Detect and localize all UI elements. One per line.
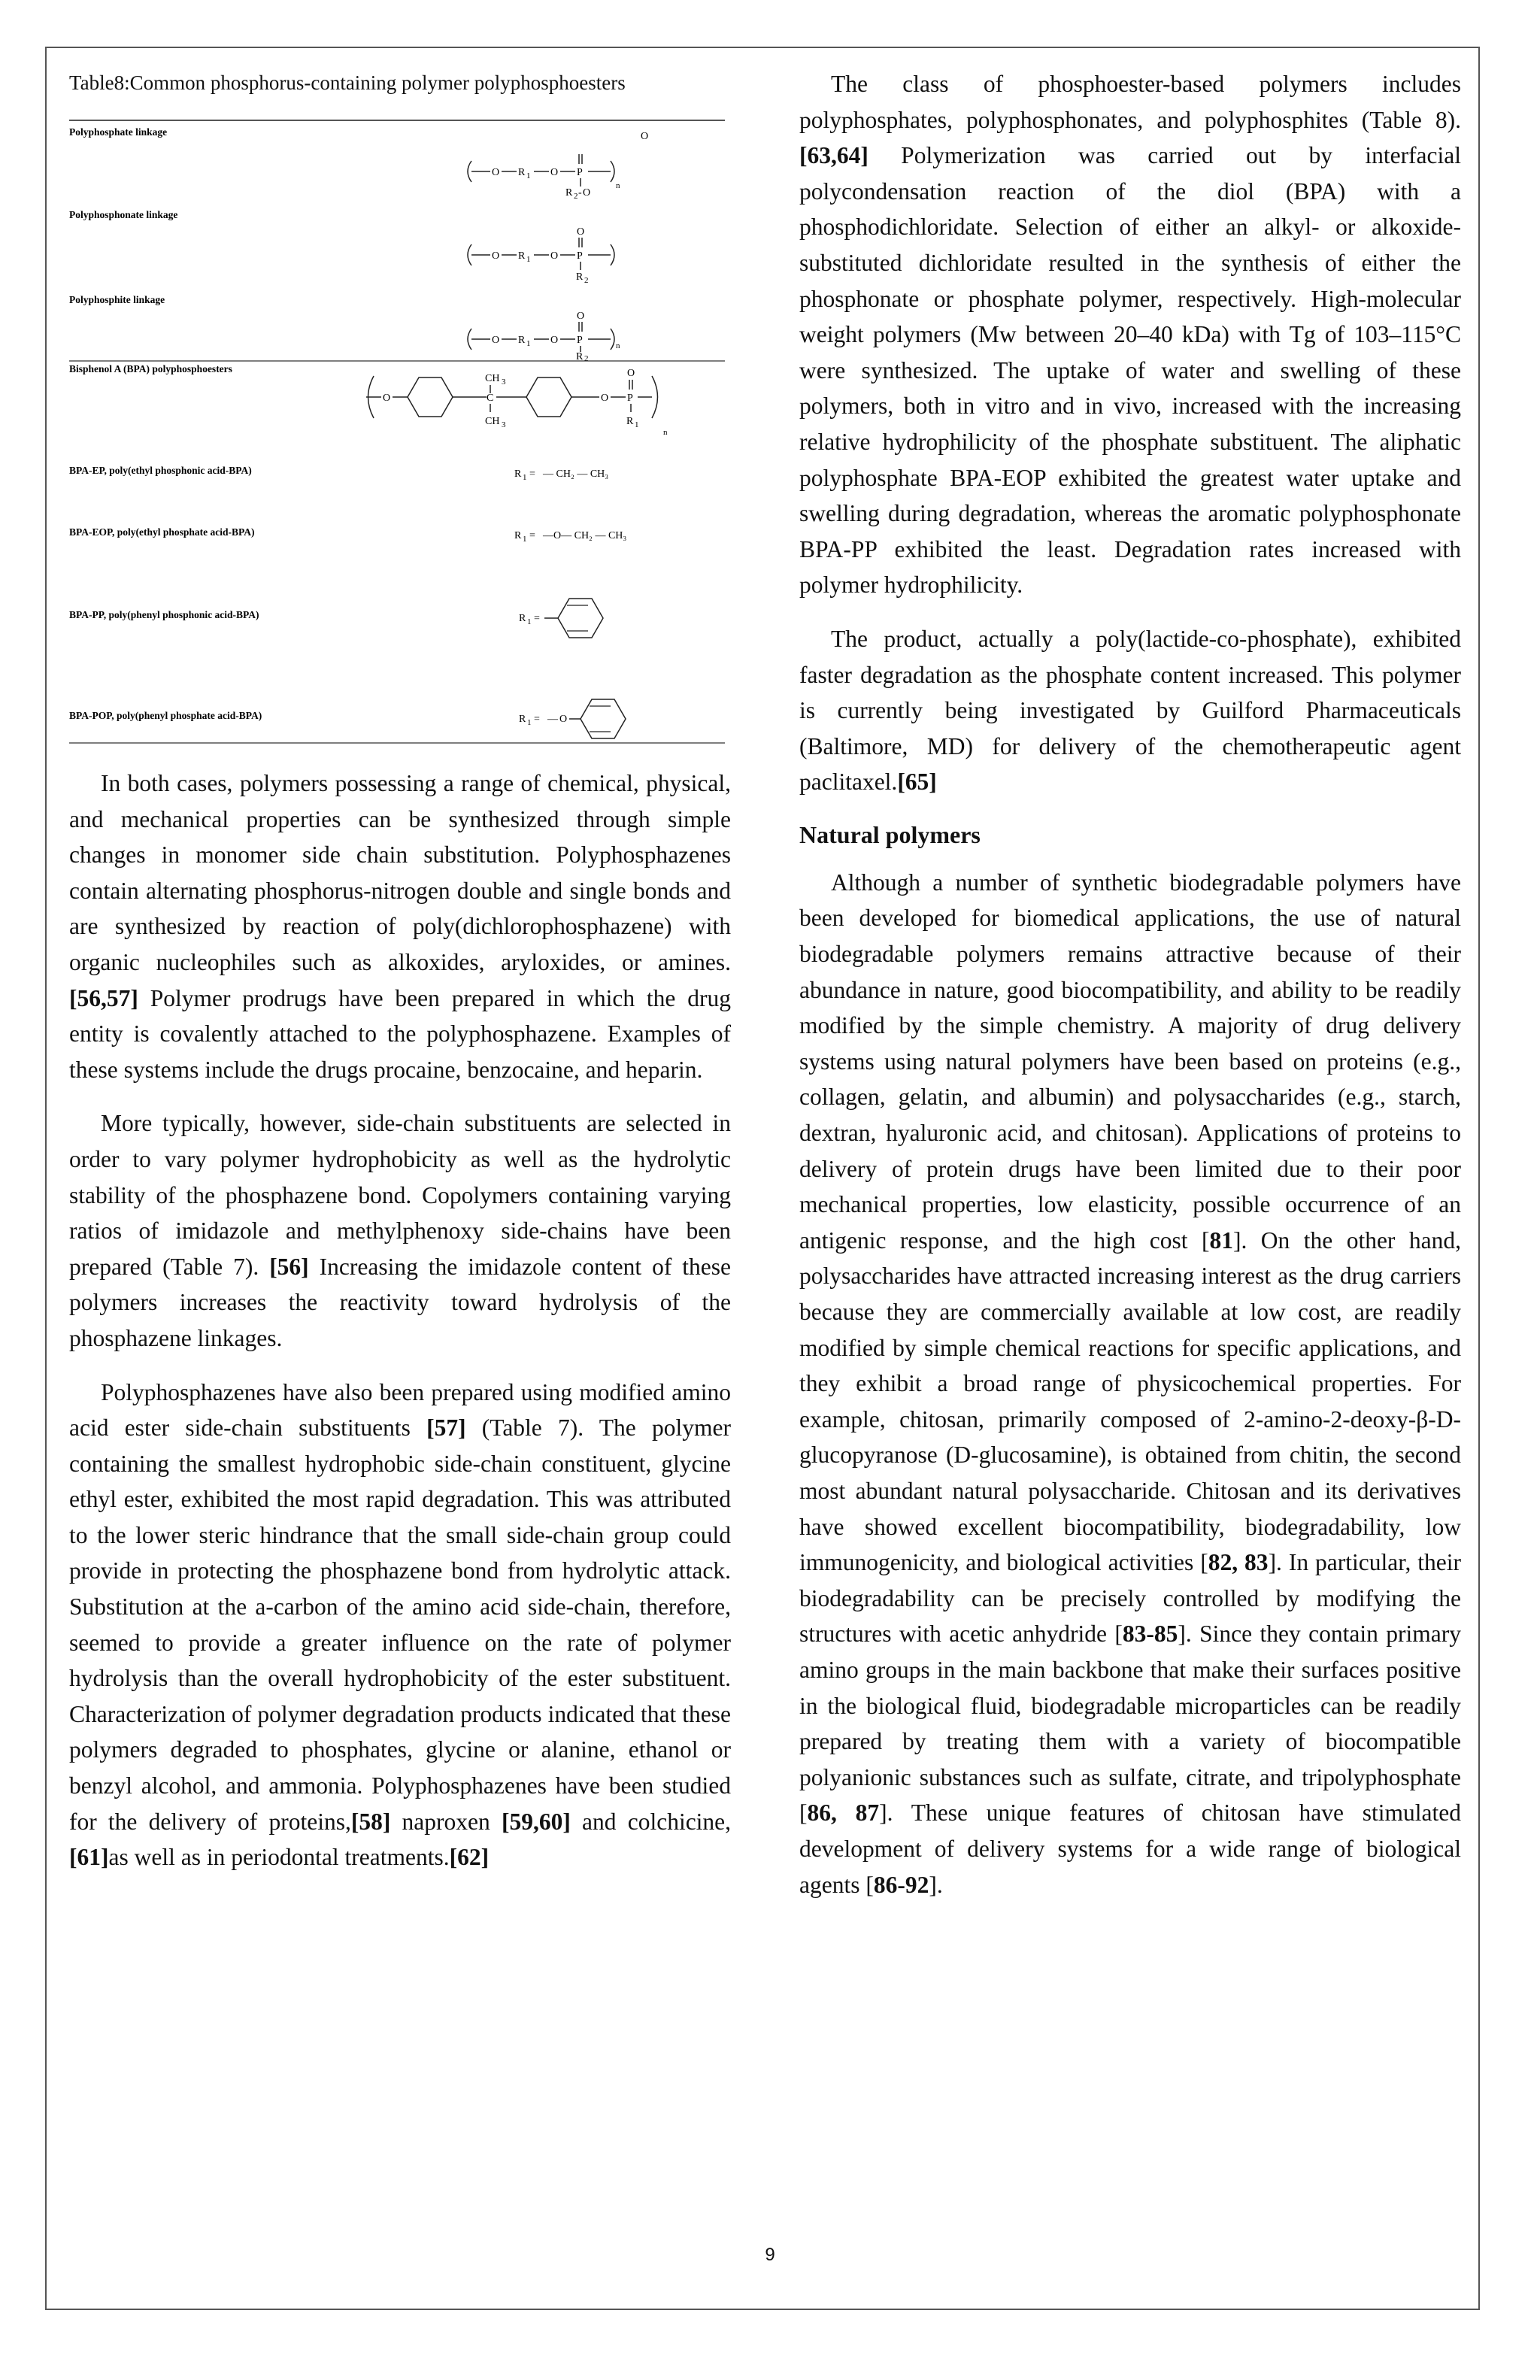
svg-text:1: 1 <box>527 617 532 626</box>
svg-text:2: 2 <box>584 354 589 363</box>
row-label: BPA-EOP, poly(ethyl phosphate acid-BPA) <box>69 526 255 538</box>
svg-text:3: 3 <box>502 377 506 387</box>
substituent-ethoxy <box>514 530 626 544</box>
svg-text:R: R <box>519 714 526 725</box>
svg-text:P: P <box>577 335 583 346</box>
svg-text:P: P <box>577 250 583 262</box>
row-label: Polyphosphonate linkage <box>69 209 178 220</box>
svg-text:1: 1 <box>526 339 531 348</box>
svg-text:O: O <box>383 393 391 404</box>
svg-text:P: P <box>627 393 633 404</box>
svg-text:O: O <box>492 167 500 178</box>
svg-text:O: O <box>559 714 568 725</box>
svg-text:O: O <box>577 311 585 322</box>
svg-text:2: 2 <box>574 192 578 201</box>
svg-text:R: R <box>576 351 584 362</box>
svg-text:O: O <box>577 226 585 238</box>
svg-text:— CH₂ — CH₃: — CH₂ — CH₃ <box>543 468 609 480</box>
paragraph: The product, actually a poly(lactide-co-phosphate), exhibited faster degradation as the phosphate content increased. This polymer is currently being investigated by Guilford Pharmaceuticals (Baltimore, MD) for delivery of the chemotherapeutic agent paclitaxel.[65] <box>799 625 1461 796</box>
svg-text:R: R <box>518 167 526 178</box>
svg-text:O: O <box>583 187 591 199</box>
svg-text:n: n <box>663 428 668 437</box>
svg-text:1: 1 <box>526 255 531 264</box>
citation: [57] <box>426 1414 466 1442</box>
svg-text:n: n <box>616 181 620 190</box>
svg-text:O: O <box>550 250 559 262</box>
citation: [59,60] <box>501 1808 571 1835</box>
svg-text:R: R <box>518 250 526 262</box>
left-column <box>69 766 731 1893</box>
svg-text:R: R <box>514 530 522 541</box>
substituent-phenyl <box>519 599 603 638</box>
svg-text:CH: CH <box>485 373 500 384</box>
paragraph: Polyphosphazenes have also been prepared using modified amino acid ester side-chain substituents [57] (Table 7). The polymer containing the smallest hydrophobic side-chain constituent, glycine ethyl ester, exhibited the most rapid degradation. This was attributed to the lower steric hindrance that the small side-chain group could provide in protecting the phosphazene bond from hydrolytic attack. Substitution at the a-carbon of the amino acid side-chain, therefore, seemed to provide a greater influence on the rate of polymer hydrolysis than the overall hydrophobicity of the ester substituent. Characterization of polymer degradation products indicated that these polymers degraded to phosphates, glycine or alanine, ethanol or benzyl alcohol, and ammonia. Polyphosphazenes have been studied for the delivery of proteins,[58] naproxen [59,60] and colchicine,[61]as well as in periodontal treatments.[62] <box>69 1378 732 1871</box>
svg-text:P: P <box>577 167 583 178</box>
row-label: BPA-PP, poly(phenyl phosphonic acid-BPA) <box>69 609 259 620</box>
citation: 82, 83 <box>1208 1549 1269 1576</box>
svg-text:R: R <box>518 335 526 346</box>
svg-text:O: O <box>550 167 559 178</box>
paragraph: Although a number of synthetic biodegradable polymers have been developed for biomedical applications, the use of natural biodegradable polymers remains attractive because of their abundance in nature, good biocompatibility, and ability to be readily modified by the simple chemistry. A majority of drug delivery systems using natural polymers have been based on proteins (e.g., collagen, gelatin, and albumin) and polysaccharides (e.g., starch, dextran, hyaluronic acid, and chitosan). Applications of proteins to delivery of protein drugs have been limited due to their poor mechanical properties, low elasticity, possible occurrence of an antigenic response, and the high cost [81]. On the other hand, polysaccharides have attracted increasing interest as the drug carriers because they are commercially available at low cost, are readily modified by simple chemical reactions for specific applications, and they exhibit a broad range of physicochemical properties. For example, chitosan, primarily composed of 2-amino-2-deoxy-β-D-glucopyranose (D-glucosamine), is obtained from chitin, the second most abundant natural polysaccharide. Chitosan and its derivatives have showed excellent biocompatibility, biodegradability, low immunogenicity, and biological activities [82, 83]. In particular, their biodegradability can be precisely controlled by modifying the structures with acetic anhydride [83-85]. Since they contain primary amino groups in the main backbone that make their surfaces positive in the biological fluid, biodegradable microparticles can be readily prepared by treating them with a variety of biocompatible polyanionic substances such as sulfate, citrate, and tripolyphosphate [86, 87]. These unique features of chitosan have stimulated development of delivery systems for a wide range of biological agents [86-92]. <box>799 869 1462 1898</box>
row-label: BPA-EP, poly(ethyl phosphonic acid-BPA) <box>69 465 252 476</box>
citation: [65] <box>897 769 937 796</box>
svg-text:R: R <box>514 468 522 480</box>
section-heading: Natural polymers <box>799 820 981 848</box>
citation: [58] <box>350 1808 391 1835</box>
svg-text:—O— CH₂ — CH₃: —O— CH₂ — CH₃ <box>543 530 627 541</box>
substituent-ethyl <box>514 468 608 482</box>
svg-text:=: = <box>529 530 535 541</box>
svg-text:3: 3 <box>502 420 506 429</box>
table-caption: Table8:Common phosphorus-containing polymer polyphosphoesters <box>69 71 626 94</box>
polyphosphate-structure <box>468 131 648 201</box>
row-label: Bisphenol A (BPA) polyphosphoesters <box>69 363 232 374</box>
svg-text:1: 1 <box>527 718 532 727</box>
table-8-figure <box>69 113 725 749</box>
row-label: Polyphosphate linkage <box>69 126 168 138</box>
row-label: BPA-POP, poly(phenyl phosphate acid-BPA) <box>69 710 262 721</box>
citation: 86-92 <box>873 1871 929 1898</box>
citation: 86, 87 <box>807 1799 880 1827</box>
citation: 81 <box>1209 1226 1233 1254</box>
citation: [61] <box>69 1844 109 1871</box>
svg-text:=: = <box>529 468 535 480</box>
svg-text:C: C <box>487 393 494 404</box>
svg-text:2: 2 <box>584 276 589 285</box>
svg-text:R: R <box>576 271 584 283</box>
svg-text:1: 1 <box>526 171 531 180</box>
citation: [63,64] <box>799 142 869 169</box>
citation: [56,57] <box>69 984 138 1011</box>
svg-text:O: O <box>627 368 635 379</box>
paragraph: In both cases, polymers possessing a range of chemical, physical, and mechanical properties can be synthesized through simple changes in monomer side chain substitution. Polyphosphazenes contain alternating phosphorus-nitrogen double and single bonds and are synthesized by reaction of poly(dichlorophosphazene) with organic nucleophiles such as alkoxides, aryloxides, or amines. [56,57] Polymer prodrugs have been prepared in which the drug entity is covalently attached to the polyphosphazene. Examples of these systems include the drugs procaine, benzocaine, and heparin. <box>69 770 731 1083</box>
svg-text:R: R <box>519 613 526 624</box>
right-column <box>799 66 1461 1921</box>
svg-text:=: = <box>534 714 540 725</box>
svg-text:O: O <box>641 131 649 142</box>
page-number: 9 <box>765 2245 775 2265</box>
polyphosphite-structure <box>468 311 620 363</box>
paragraph: More typically, however, side-chain substituents are selected in order to vary polymer hydrophobicity as well as the hydrolytic stability of the phosphazene bond. Copolymers containing varying ratios of imidazole and methylphenoxy side-chains have been prepared (Table 7). [56] Increasing the imidazole content of these polymers increases the reactivity toward hydrolysis of the phosphazene linkages. <box>69 1110 732 1351</box>
citation: 83-85 <box>1122 1621 1178 1648</box>
svg-text:O: O <box>550 335 559 346</box>
substituent-phenoxy <box>519 699 626 738</box>
svg-text:O: O <box>601 393 609 404</box>
polyphosphonate-structure <box>468 226 614 285</box>
svg-text:O: O <box>492 335 500 346</box>
svg-text:-: - <box>578 187 582 199</box>
bpa-polyphosphoester-structure <box>366 368 668 437</box>
svg-text:1: 1 <box>635 420 639 429</box>
citation: [56] <box>269 1253 309 1280</box>
svg-text:—: — <box>547 714 558 725</box>
svg-text:1: 1 <box>523 473 527 482</box>
svg-text:CH: CH <box>485 416 500 427</box>
row-label: Polyphosphite linkage <box>69 294 165 305</box>
citation: [62] <box>449 1844 490 1871</box>
svg-text:R: R <box>565 187 573 199</box>
svg-text:n: n <box>616 341 620 350</box>
svg-text:=: = <box>534 613 540 624</box>
svg-text:O: O <box>492 250 500 262</box>
svg-text:R: R <box>626 416 634 427</box>
svg-text:1: 1 <box>523 535 527 544</box>
paragraph: The class of phosphoester-based polymers includes polyphosphates, polyphosphonates, and polyphosphites (Table 8). [63,64] Polymerization was carried out by interfacial polycondensation reaction of the diol (BPA) with a phosphodichloridate. Selection of either an alkyl- or alkoxide-substituted dichloridate resulted in the synthesis of either the phosphonate or phosphate polymer, respectively. High-molecular weight polymers (Mw between 20–40 kDa) with Tg of 103–115°C were synthesized. The uptake of water and swelling of these polymers, both in vitro and in vivo, increased with the increasing relative hydrophilicity of the phosphate substituent. The aliphatic polyphosphate BPA-EOP exhibited the greatest water uptake and swelling during degradation, whereas the aromatic polyphosphonate BPA-PP exhibited the least. Degradation rates increased with polymer hydrophilicity. <box>799 71 1461 599</box>
